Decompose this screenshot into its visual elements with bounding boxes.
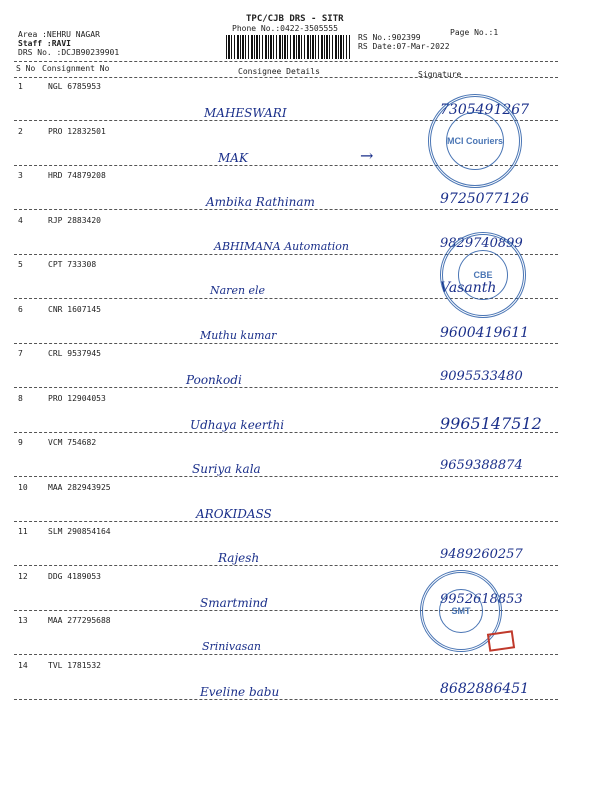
row-sno: 11 [18,527,28,536]
row-sno: 2 [18,126,23,136]
row-consignment-no: CNR 1607145 [48,304,101,314]
header-rule-bottom [14,77,558,78]
rs-number: RS No.:902399 [358,33,421,42]
phone-number: Phone No.:0422-3505555 [232,24,338,33]
row-consignee-handwritten: Suriya kala [192,462,261,476]
row-signature: 9829740899 [440,235,523,251]
courier-stamp [428,94,522,188]
row-consignment-no: SLM 290854164 [48,527,111,536]
courier-stamp-center: MCI Couriers [446,112,504,170]
row-sno: 10 [18,482,28,492]
row-sno: 6 [18,304,23,314]
row-sno: 1 [18,82,23,91]
header-rule-top [14,61,558,62]
row-sno: 7 [18,349,23,358]
row-signature: 9659388874 [440,458,523,473]
branch-stamp-center: CBE [458,250,508,300]
row-signature: 9725077126 [440,191,530,207]
row-consignment-no: NGL 6785953 [48,82,101,91]
page-number: Page No.:1 [450,28,499,37]
row-divider [14,565,558,566]
col-header-consignee: Consignee Details [238,67,320,76]
arrow-mark: → [360,146,374,165]
row-consignee-handwritten: Smartmind [200,595,268,610]
row-divider [14,432,558,433]
row-divider [14,654,558,655]
row-divider [14,343,558,344]
row-consignment-no: TVL 1781532 [48,660,101,670]
row-consignment-no: MAA 282943925 [48,482,111,492]
row-consignee-handwritten: Srinivasan [202,640,261,653]
row-divider [14,209,558,210]
rs-date: RS Date:07-Mar-2022 [358,42,450,51]
row-consignment-no: PRO 12904053 [48,393,106,403]
row-consignment-no: VCM 754682 [48,438,97,447]
barcode [226,35,350,59]
staff-label: Staff :RAVI [18,39,71,48]
row-signature: 9489260257 [440,547,523,562]
row-sno: 3 [18,171,23,180]
row-divider [14,699,558,700]
red-check-mark [487,630,515,651]
row-consignment-no: CPT 733308 [48,260,97,269]
row-consignee-handwritten: Poonkodi [186,373,242,387]
branch-stamp [440,232,526,318]
row-signature: 7305491267 [440,102,530,118]
row-consignment-no: HRD 74879208 [48,171,106,180]
drs-number: DRS No. :DCJB90239901 [18,48,120,57]
row-sno: 9 [18,438,23,447]
row-sno: 13 [18,616,28,625]
col-header-sno: S No [16,64,36,73]
row-consignee-handwritten: AROKIDASS [196,506,272,521]
row-signature: 9952618853 [440,591,523,607]
row-signature: 8682886451 [440,680,530,697]
row-sno: 8 [18,393,23,403]
row-sno: 12 [18,571,28,581]
report-title: TPC/CJB DRS - SITR [246,14,344,24]
col-header-signature: Signature [418,70,462,79]
row-consignee-handwritten: Rajesh [218,551,260,565]
row-consignment-no: MAA 277295688 [48,616,111,625]
row-sno: 14 [18,660,28,670]
col-header-consignment: Consignment No [42,64,110,73]
row-consignment-no: CRL 9537945 [48,349,101,358]
row-consignment-no: RJP 2883420 [48,215,101,225]
row-divider [14,476,558,477]
row-consignment-no: PRO 12832501 [48,126,106,136]
company-stamp-center: SMT [439,589,483,633]
row-sno: 4 [18,215,23,225]
row-consignee-handwritten: MAHESWARI [204,106,287,120]
row-consignee-handwritten: MAK [218,150,248,165]
area-label: Area :NEHRU NAGAR [18,30,100,39]
row-signature: 9965147512 [440,413,542,433]
row-sno: 5 [18,260,23,269]
row-consignee-handwritten: Eveline babu [200,684,280,699]
row-consignee-handwritten: Udhaya keerthi [190,417,285,432]
row-divider [14,387,558,388]
row-signature: 9095533480 [440,369,523,384]
row-consignee-handwritten: Ambika Rathinam [206,195,315,209]
row-signature: Vasanth [440,280,497,296]
row-consignee-handwritten: Naren ele [210,284,266,297]
row-consignee-handwritten: Muthu kumar [200,328,277,342]
row-signature: 9600419611 [440,324,530,341]
row-consignee-handwritten: ABHIMANA Automation [214,239,349,253]
row-divider [14,521,558,522]
row-consignment-no: DDG 4189053 [48,571,101,581]
